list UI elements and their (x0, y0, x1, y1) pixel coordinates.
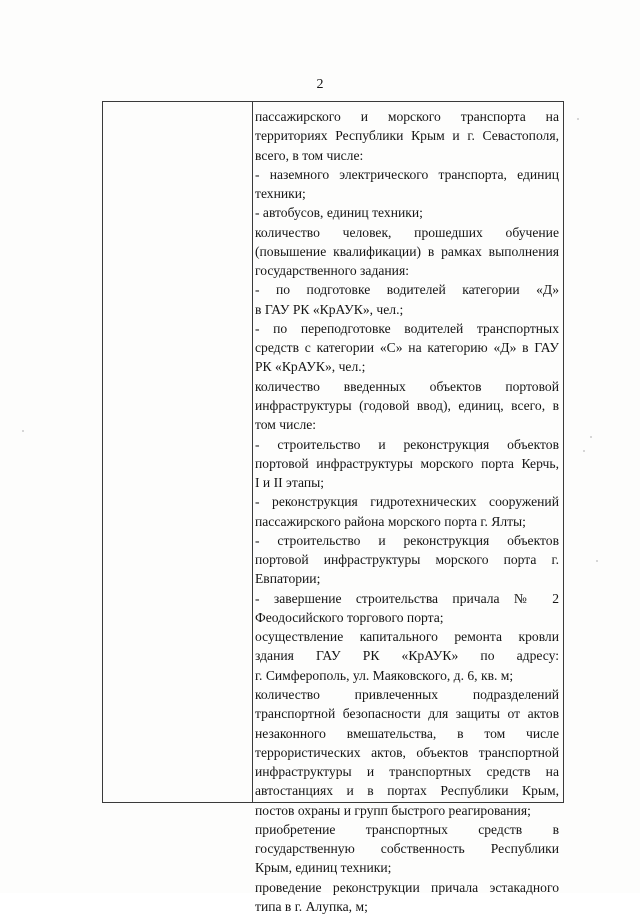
text-line: автостанциях и в портах Республики Крым, (255, 783, 559, 799)
text-line: - реконструкция гидротехнических сооружений (255, 494, 559, 510)
text-line: РК «КрАУК», чел.; (255, 359, 366, 375)
text-line: портовой инфраструктуры морского порта Керчь, (255, 455, 559, 471)
text-line: постов охраны и групп быстрого реагирования; (255, 802, 531, 818)
text-line: здания ГАУ РК «КрАУК» по адресу: (255, 648, 559, 664)
document-table (102, 101, 564, 914)
text-line: средств с категории «С» на категорию «Д» в ГАУ (255, 340, 559, 356)
text-line: - завершение строительства причала № 2 (255, 590, 559, 606)
scan-speck (596, 560, 598, 562)
text-line: - по подготовке водителей категории «Д» (255, 282, 559, 298)
text-line: типа в г. Алупка, м; (255, 898, 368, 914)
text-line: количество введенных объектов портовой (255, 378, 559, 394)
text-line: - наземного электрического транспорта, единиц (255, 166, 559, 182)
text-line: (повышение квалификации) в рамках выполнения (255, 243, 559, 259)
text-line: всего, в том числе: (255, 147, 364, 163)
text-line: государственного задания: (255, 263, 409, 279)
text-line: инфраструктуры (годовой ввод), единиц, всего, в (255, 397, 559, 413)
text-line: пассажирского и морского транспорта на (255, 109, 559, 124)
table-left-cell (103, 102, 253, 802)
text-line: приобретение транспортных средств в (255, 821, 559, 837)
text-line: количество человек, прошедших обучение (255, 224, 559, 240)
text-line: террористических актов, объектов транспортной (255, 744, 559, 760)
scan-speck (577, 118, 579, 120)
text-line: Феодосийского торгового порта; (255, 609, 444, 625)
text-line: количество привлеченных подразделений (255, 686, 559, 702)
text-line: - строительство и реконструкция объектов (255, 436, 559, 452)
text-line: транспортной безопасности для защиты от актов (255, 706, 559, 722)
text-line: Крым, единиц техники; (255, 860, 392, 876)
text-line: осуществление капитального ремонта кровли (255, 629, 559, 645)
scan-speck (590, 436, 592, 438)
table-right-cell (255, 107, 559, 916)
text-line: - по переподготовке водителей транспортных (255, 320, 559, 336)
text-line: г. Симферополь, ул. Маяковского, д. 6, кв. м; (255, 667, 514, 683)
text-line: техники; (255, 186, 306, 202)
text-line: том числе: (255, 417, 317, 433)
scan-speck (583, 450, 585, 452)
text-line: в ГАУ РК «КрАУК», чел.; (255, 301, 404, 317)
text-line: - строительство и реконструкция объектов (255, 532, 559, 548)
text-line: незаконного вмешательства, в том числе (255, 725, 559, 741)
text-line: - автобусов, единиц техники; (255, 205, 423, 221)
text-line: государственную собственность Республики (255, 841, 559, 857)
text-line: инфраструктуры и транспортных средств на (255, 764, 559, 780)
text-line: Евпатории; (255, 571, 321, 587)
text-line: территориях Республики Крым и г. Севастополя, (255, 128, 559, 144)
page-number: 2 (316, 77, 324, 92)
text-line: пассажирского района морского порта г. Ялты; (255, 513, 526, 529)
text-line: портовой инфраструктуры морского порта г. (255, 552, 559, 568)
text-line: I и II этапы; (255, 475, 325, 491)
text-line: проведение реконструкции причала эстакадного (255, 879, 559, 895)
scan-speck (22, 430, 24, 432)
